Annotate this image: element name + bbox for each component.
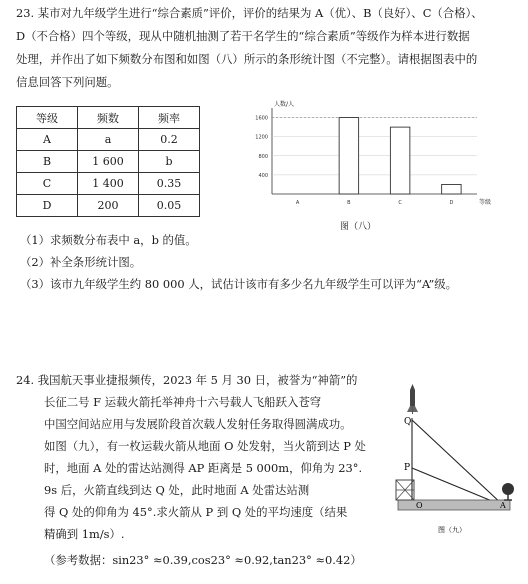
chart-ylabel: 人数/人 <box>274 101 295 108</box>
ground-strip <box>398 500 510 510</box>
table-cell: C <box>17 173 78 195</box>
table-cell: B <box>17 151 78 173</box>
chart-ytick-label: 800 <box>258 153 268 160</box>
q24-line5: 时，地面 A 处的雷达站测得 AP 距离是 5 000m，仰角为 23°. <box>44 461 363 475</box>
table-header: 频数 <box>78 107 139 129</box>
table-row <box>17 173 200 195</box>
q23-line4: 信息回答下列问题。 <box>16 75 119 89</box>
q24-line3: 中国空间站应用与发展阶段首次载人发射任务取得圆满成功。 <box>44 417 352 431</box>
q23-sub1: （1）求频数分布表中 a，b 的值。 <box>20 233 197 247</box>
rocket-diagram <box>386 372 526 542</box>
q23-line3: 处理，并作出了如下频数分布图和如图（八）所示的条形统计图（不完整）。请根据图表中的 <box>16 52 478 66</box>
chart-bar <box>390 127 409 194</box>
table-row <box>17 129 200 151</box>
radar-icon <box>502 483 514 500</box>
table-cell: D <box>17 195 78 217</box>
bar-chart <box>244 98 492 214</box>
chart-category-label: A <box>295 200 300 206</box>
point-q-label: Q <box>404 417 412 427</box>
q24-line1: 24. 我国航天事业捷报频传，2023 年 5 月 30 日，被誉为“神箭”的 <box>16 373 358 387</box>
chart-bar <box>339 118 358 194</box>
rocket-icon <box>407 384 418 414</box>
q23-line1: 23. 某市对九年级学生进行“综合素质”评价，评价的结果为 A（优）、B（良好）、C（合格）、 <box>16 6 483 20</box>
figure-8-caption: 图（八） <box>340 222 377 232</box>
chart-ytick-label: 1200 <box>255 134 268 141</box>
table-cell: 0.35 <box>139 173 200 195</box>
chart-category-label: B <box>347 200 351 206</box>
q24-line8: 精确到 1m/s）. <box>44 527 125 541</box>
q24-line4: 如图（九），有一枚运载火箭从地面 O 处发射，当火箭到达 P 处 <box>44 439 366 453</box>
table-row <box>17 195 200 217</box>
q24-line2: 长征二号 F 运载火箭托举神舟十六号载人飞船跃入苍穹 <box>44 395 322 409</box>
table-cell: 200 <box>78 195 139 217</box>
frequency-table <box>16 106 200 217</box>
chart-category-label: C <box>398 200 402 206</box>
point-p-label: P <box>404 463 411 473</box>
table-header: 等级 <box>17 107 78 129</box>
table-cell: 0.05 <box>139 195 200 217</box>
chart-xlabel: 等级 <box>479 199 492 206</box>
table-cell: 1 600 <box>78 151 139 173</box>
table-header-row <box>17 107 200 129</box>
table-cell: a <box>78 129 139 151</box>
point-o-label: O <box>416 501 423 510</box>
table-cell: A <box>17 129 78 151</box>
table-cell: 0.2 <box>139 129 200 151</box>
chart-ytick-label: 400 <box>258 172 268 179</box>
table-cell: b <box>139 151 200 173</box>
q24-reference-data: （参考数据：sin23° ≈0.39,cos23° ≈0.92,tan23° ≈0.42） <box>44 553 362 567</box>
q23-line2: D（不合格）四个等级，现从中随机抽测了若干名学生的“综合素质”等级作为样本进行数据 <box>16 29 470 43</box>
q24-line7: 得 Q 处的仰角为 45°.求火箭从 P 到 Q 处的平均速度（结果 <box>44 505 348 519</box>
figure-9-caption: 图（九） <box>438 526 466 534</box>
point-a-label: A <box>500 501 506 510</box>
table-header: 频率 <box>139 107 200 129</box>
chart-bar <box>442 184 461 194</box>
table-row <box>17 151 200 173</box>
launch-tower-icon <box>396 480 414 500</box>
q23-sub3: （3）该市九年级学生约 80 000 人，试估计该市有多少名九年级学生可以评为“A”级。 <box>20 277 458 291</box>
q24-line6: 9s 后，火箭直线到达 Q 处，此时地面 A 处雷达站测 <box>44 483 310 497</box>
chart-category-label: D <box>449 200 454 206</box>
chart-ytick-label: 1600 <box>255 115 268 122</box>
q23-sub2: （2）补全条形统计图。 <box>20 255 142 269</box>
table-cell: 1 400 <box>78 173 139 195</box>
